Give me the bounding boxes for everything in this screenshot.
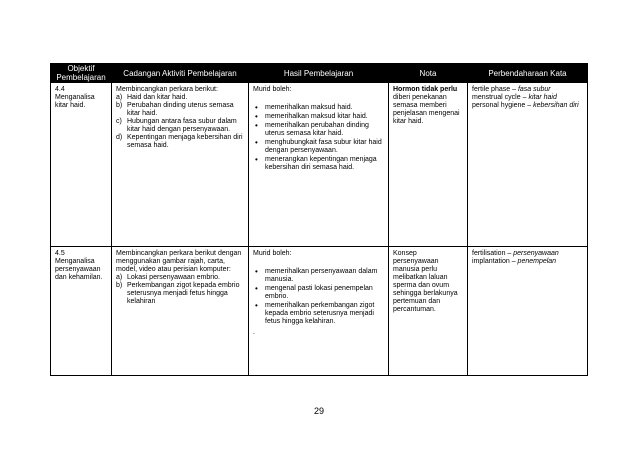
list-item: • memerihalkan maksud kitar haid. xyxy=(253,113,385,121)
list-item-label: b) xyxy=(116,282,123,289)
nota-emphasis: Hormon tidak perlu xyxy=(393,86,458,93)
vocab-malay: kebersihan diri xyxy=(533,102,579,109)
aktiviti-cell xyxy=(112,83,249,247)
list-item: • memerihalkan maksud haid. xyxy=(253,104,385,112)
objektif-cell xyxy=(51,247,112,376)
list-item: • mengenal pasti lokasi penempelan embrio. xyxy=(253,285,385,301)
nota-text: Konsep persenyawaan manusia perlu melibatkan laluan sperma dan ovum sehingga berlakunya pertemuan dan percantuman. xyxy=(393,250,458,313)
header-hasil: Hasil Pembelajaran xyxy=(249,64,389,83)
header-objektif-line1: Objektif xyxy=(67,64,95,73)
list-item-label: d) xyxy=(116,134,123,141)
list-item: • menerangkan kepentingan menjaga kebersihan diri semasa haid. xyxy=(253,156,385,172)
vocab-malay: fasa subur xyxy=(517,86,551,93)
list-item-label: a) xyxy=(116,274,123,281)
vocab-entry xyxy=(472,94,584,102)
hasil-cell xyxy=(249,83,389,247)
aktiviti-list xyxy=(116,274,245,306)
objektif-text-line: dan kehamilan. xyxy=(55,274,103,281)
list-item-label: b) xyxy=(116,102,123,109)
vocab-separator: – xyxy=(525,102,534,109)
list-item-text: Haid dan kitar haid. xyxy=(127,94,188,101)
hasil-intro: Murid boleh: xyxy=(253,250,292,257)
syllabus-table xyxy=(50,63,588,376)
header-objektif xyxy=(51,64,112,83)
vocab-entry xyxy=(472,250,584,258)
hasil-intro: Murid boleh: xyxy=(253,86,292,93)
aktiviti-intro: Membincangkan perkara berikut: xyxy=(116,86,218,93)
vocab-separator: – xyxy=(505,250,514,257)
aktiviti-list xyxy=(116,94,245,150)
vocab-separator: – xyxy=(509,258,518,265)
table-row xyxy=(51,83,588,247)
hasil-list xyxy=(253,268,385,326)
objektif-text-line: Menganalisa xyxy=(55,94,95,101)
list-item xyxy=(116,102,245,118)
objektif-text-line: persenyawaan xyxy=(55,266,101,273)
header-objektif-line2: Pembelajaran xyxy=(56,73,106,82)
objektif-text-line: Menganalisa xyxy=(55,258,95,265)
list-item-text: Kepentingan menjaga kebersihan diri semasa haid. xyxy=(127,134,243,149)
hasil-list xyxy=(253,104,385,172)
nota-cell xyxy=(389,247,468,376)
list-item-label: a) xyxy=(116,94,123,101)
vocab-english: fertilisation xyxy=(472,250,506,257)
table-row xyxy=(51,247,588,376)
list-item-text: Hubungan antara fasa subur dalam kitar haid dengan persenyawaan. xyxy=(127,118,237,133)
aktiviti-cell xyxy=(112,247,249,376)
vocab-entry xyxy=(472,102,584,110)
nota-cell xyxy=(389,83,468,247)
vocab-english: fertile phase xyxy=(472,86,511,93)
header-aktiviti: Cadangan Aktiviti Pembelajaran xyxy=(112,64,249,83)
list-item: • memerihalkan perubahan dinding uterus semasa kitar haid. xyxy=(253,122,385,138)
nota-text: diberi penekanan semasa memberi penjelasan mengenai kitar haid. xyxy=(393,94,460,125)
vocab-malay: kitar haid xyxy=(528,94,557,101)
list-item-text: Perkembangan zigot kepada embrio seterusnya menjadi fetus hingga kelahiran xyxy=(127,282,240,305)
vocab-english: personal hygiene xyxy=(472,102,526,109)
objektif-code: 4.5 xyxy=(55,250,65,257)
objektif-code: 4.4 xyxy=(55,86,65,93)
vocab-entry xyxy=(472,86,584,94)
list-item xyxy=(116,274,245,282)
header-kata: Perbendaharaan Kata xyxy=(468,64,588,83)
list-item-label: c) xyxy=(116,118,122,125)
objektif-cell xyxy=(51,83,112,247)
kata-cell xyxy=(468,83,588,247)
vocab-entry xyxy=(472,258,584,266)
page-number: 29 xyxy=(313,406,324,416)
vocab-english: implantation xyxy=(472,258,510,265)
vocab-separator: – xyxy=(510,86,518,93)
list-item xyxy=(116,134,245,150)
list-item xyxy=(116,118,245,134)
list-item xyxy=(116,94,245,102)
list-item xyxy=(116,282,245,306)
vocab-malay: persenyawaan xyxy=(513,250,559,257)
vocab-malay: penempelan xyxy=(517,258,557,265)
hasil-trailing: . xyxy=(253,329,255,336)
objektif-text-line: kitar haid. xyxy=(55,102,86,109)
aktiviti-intro: Membincangkan perkara berikut dengan menggunakan gambar rajah, carta, model, video atau perisian komputer: xyxy=(116,250,242,273)
list-item: • memerihalkan perkembangan zigot kepada embrio seterusnya menjadi fetus hingga kelahiran. xyxy=(253,302,385,326)
list-item: • menghubungkait fasa subur kitar haid dengan persenyawaan. xyxy=(253,139,385,155)
vocab-separator: – xyxy=(520,94,529,101)
table-header-row xyxy=(51,64,588,83)
list-item-text: Lokasi persenyawaan embrio. xyxy=(127,274,220,281)
list-item: • memerihalkan persenyawaan dalam manusia. xyxy=(253,268,385,284)
kata-cell xyxy=(468,247,588,376)
list-item-text: Perubahan dinding uterus semasa kitar haid. xyxy=(127,102,234,117)
hasil-cell xyxy=(249,247,389,376)
header-nota: Nota xyxy=(389,64,468,83)
vocab-english: menstrual cycle xyxy=(472,94,521,101)
